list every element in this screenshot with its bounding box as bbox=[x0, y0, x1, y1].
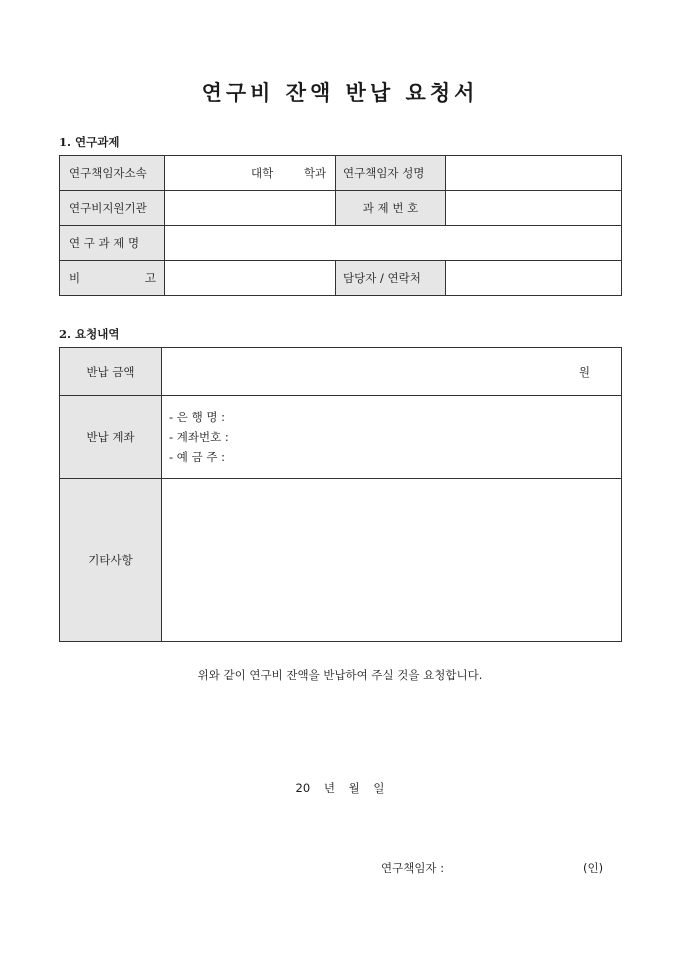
label-project-title: 연 구 과 제 명 bbox=[60, 226, 165, 261]
label-funding-agency: 연구비지원기관 bbox=[60, 191, 165, 226]
seal-mark: (인) bbox=[583, 861, 604, 875]
pi-name-field[interactable] bbox=[446, 156, 622, 191]
table-row bbox=[60, 226, 622, 261]
date-line: 20 년 월 일 bbox=[295, 781, 385, 795]
document-title: 연구비 잔액 반납 요청서 bbox=[201, 80, 479, 105]
return-account-field[interactable] bbox=[162, 396, 622, 479]
signature-label: 연구책임자 : bbox=[381, 861, 445, 875]
table-row bbox=[60, 479, 622, 642]
label-return-account: 반납 계좌 bbox=[60, 396, 162, 479]
label-other-notes: 기타사항 bbox=[60, 479, 162, 642]
label-project-number: 과 제 번 호 bbox=[336, 191, 446, 226]
project-title-field[interactable] bbox=[165, 226, 622, 261]
university-suffix-label: 대학 bbox=[251, 166, 274, 180]
table-row bbox=[60, 156, 622, 191]
table-row bbox=[60, 261, 622, 296]
section-heading-request-details: 2. 요청내역 bbox=[59, 327, 120, 341]
request-statement: 위와 같이 연구비 잔액을 반납하여 주실 것을 요청합니다. bbox=[197, 668, 483, 682]
label-remarks-part-b: 고 bbox=[144, 271, 156, 285]
label-return-amount: 반납 금액 bbox=[60, 348, 162, 396]
label-pi-name: 연구책임자 성명 bbox=[336, 156, 446, 191]
bank-name-line: - 은 행 명 : bbox=[169, 410, 225, 424]
other-notes-field[interactable] bbox=[162, 479, 622, 642]
request-details-table bbox=[59, 347, 622, 642]
account-holder-line: - 예 금 주 : bbox=[169, 450, 225, 464]
research-project-table bbox=[59, 155, 622, 296]
currency-unit-label: 원 bbox=[578, 364, 590, 379]
label-remarks-part-a: 비 bbox=[69, 271, 81, 285]
label-pi-affiliation: 연구책임자소속 bbox=[60, 156, 165, 191]
table-row bbox=[60, 396, 622, 479]
department-suffix-label: 학과 bbox=[303, 166, 327, 180]
project-number-field[interactable] bbox=[446, 191, 622, 226]
remarks-field[interactable] bbox=[165, 261, 336, 296]
section-heading-research-project: 1. 연구과제 bbox=[59, 135, 120, 149]
table-row bbox=[60, 348, 622, 396]
table-row bbox=[60, 191, 622, 226]
contact-field[interactable] bbox=[446, 261, 622, 296]
return-amount-field[interactable] bbox=[162, 348, 622, 396]
account-number-line: - 계좌번호 : bbox=[169, 430, 229, 444]
label-contact: 담당자 / 연락처 bbox=[336, 261, 446, 296]
funding-agency-field[interactable] bbox=[165, 191, 336, 226]
label-remarks bbox=[60, 261, 165, 296]
pi-affiliation-field[interactable] bbox=[165, 156, 336, 191]
